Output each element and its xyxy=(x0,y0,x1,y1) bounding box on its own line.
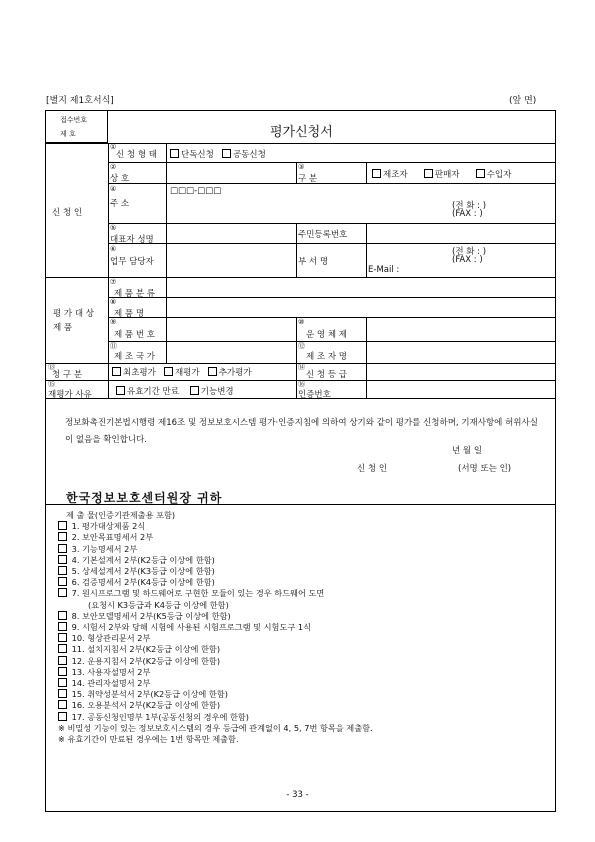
doc-item: 13. 사용자설명서 2부 xyxy=(58,667,373,678)
request-type-options: 단독신청 공동신청 xyxy=(170,148,266,160)
side-label: (앞 면) xyxy=(509,96,537,106)
add-eval-checkbox[interactable] xyxy=(208,367,217,376)
reason-label: 재평가 사유 xyxy=(48,390,92,400)
trade-name-label: 상 호 xyxy=(110,174,130,184)
os-label: 운 영 체 제 xyxy=(306,330,347,340)
recipient: 한국정보보호센터원장 귀하 xyxy=(66,491,223,505)
doc-item: 2. 보안목표명세서 2부 xyxy=(58,532,373,543)
receipt-label: 접수번호 xyxy=(60,116,88,124)
address-label: 주 소 xyxy=(110,199,130,209)
fax-label-2: (FAX : ) xyxy=(452,255,483,265)
category-options: 제조자 판매자 수입자 xyxy=(372,168,511,180)
form-label: [별지 제1호서식] xyxy=(46,96,114,106)
applicant-group-label: 신 청 인 xyxy=(52,208,83,218)
submission-docs xyxy=(58,510,373,745)
single-checkbox[interactable] xyxy=(170,149,179,158)
seller-checkbox[interactable] xyxy=(424,169,433,178)
target-group-label-2: 제 품 xyxy=(53,323,73,333)
signature-note: (서명 또는 인) xyxy=(458,464,512,474)
joint-checkbox[interactable] xyxy=(222,149,231,158)
doc-item: 3. 기능명세서 2부 xyxy=(58,544,373,555)
product-no-label: 제 품 번 호 xyxy=(114,330,155,340)
doc-item: 8. 보안모델명세서 2부(K5등급 이상에 한함) xyxy=(58,611,373,622)
country-label: 제 조 국 가 xyxy=(114,352,155,362)
expired-checkbox[interactable] xyxy=(116,386,125,395)
doc-item: 11. 설치지침서 2부(K2등급 이상에 한함) xyxy=(58,644,373,655)
re-eval-checkbox[interactable] xyxy=(164,367,173,376)
address-code: □□□-□□□ xyxy=(170,186,222,196)
doc-item: 4. 기본설계서 2부(K2등급 이상에 한함) xyxy=(58,555,373,566)
doc-item-cont: (요청시 K3등급과 K4등급 이상에 한함) xyxy=(88,599,229,610)
maker-checkbox[interactable] xyxy=(372,169,381,178)
doc-item: 17. 공동신청인명부 1부(공동신청의 경우에 한함) xyxy=(58,712,373,723)
fax-label: (FAX : ) xyxy=(452,209,483,219)
doc-item: 16. 오용분석서 2부(K2등급 이상에 한함) xyxy=(58,700,373,711)
doc-item: 10. 형상관리문서 2부 xyxy=(58,633,373,644)
doc-item: 5. 상세설계서 2부(K3등급 이상에 한함) xyxy=(58,566,373,577)
category-label: 구 분 xyxy=(298,174,318,184)
form-title: 평가신청서 xyxy=(270,125,333,140)
phone-label-2: (전 화 : ) xyxy=(452,247,487,257)
product-name-label: 제 품 명 xyxy=(114,309,145,319)
doc-item: 14. 관리자설명서 2부 xyxy=(58,678,373,689)
doc-item: 1. 평가대상제품 2식 xyxy=(58,521,373,532)
note-2: ※ 유효기간이 만료된 경우에는 1번 항목만 제출함. xyxy=(58,734,239,745)
dept-label: 부 서 명 xyxy=(298,257,329,267)
doc-item: 9. 시험서 2부와 당해 시험에 사용된 시험프로그램 및 시험도구 1식 xyxy=(58,622,373,633)
ceo-label: 대표자 성명 xyxy=(110,235,154,245)
cert-no-label: 인증번호 xyxy=(298,390,331,400)
receipt-box xyxy=(45,110,108,143)
signer-label: 신 청 인 xyxy=(357,464,388,474)
docs-header: 제 출 물(인증기관제출용 포함) xyxy=(66,510,176,520)
first-eval-checkbox[interactable] xyxy=(112,367,121,376)
reason-options: 유효기간 만료 기능변경 xyxy=(116,385,234,397)
product-cat-label: 제 품 분 류 xyxy=(114,289,155,299)
staff-label: 업무 담당자 xyxy=(110,257,154,267)
email-label: E-Mail : xyxy=(368,265,400,275)
request-div-options: 최초평가 재평가 추가평가 xyxy=(112,366,252,378)
doc-item: 12. 운용지침서 2부(K2등급 이상에 한함) xyxy=(58,656,373,667)
doc-item: 15. 취약성분석서 2부(K2등급 이상에 한함) xyxy=(58,689,373,700)
request-div-label: 청 구 분 xyxy=(52,370,83,380)
resident-no-label: 주민등록번호 xyxy=(298,230,348,240)
importer-checkbox[interactable] xyxy=(476,169,485,178)
doc-item: 6. 검증명세서 2부(K4등급 이상에 한함) xyxy=(58,577,373,588)
date-line: 년 월 일 xyxy=(452,446,483,456)
grade-label: 신 청 등 급 xyxy=(306,370,347,380)
phone-label: (전 화 : ) xyxy=(452,201,487,211)
declaration-text: 정보화촉진기본법시행령 제16조 및 정보보호시스템 평가·인증지침에 의하여 상기와 같이 평가를 신청하며, 기재사항에 허위사실이 없음을 확인합니다. xyxy=(65,418,538,445)
receipt-number-label: 제 호 xyxy=(60,130,76,138)
note-1: ※ 비밀성 기능이 있는 정보보호시스템의 경우 등급에 관계없이 4, 5, 7번 항목을 제출함. xyxy=(58,722,373,733)
page-number: - 33 - xyxy=(286,790,309,800)
target-group-label: 평 가 대 상 xyxy=(53,309,94,319)
doc-item: 7. 원시프로그램 및 하드웨어로 구현한 모듈이 있는 경우 하드웨어 도면 xyxy=(58,588,373,599)
func-change-checkbox[interactable] xyxy=(190,386,199,395)
request-type-label: 신 청 형 태 xyxy=(116,150,157,160)
maker-label: 제 조 자 명 xyxy=(306,352,347,362)
